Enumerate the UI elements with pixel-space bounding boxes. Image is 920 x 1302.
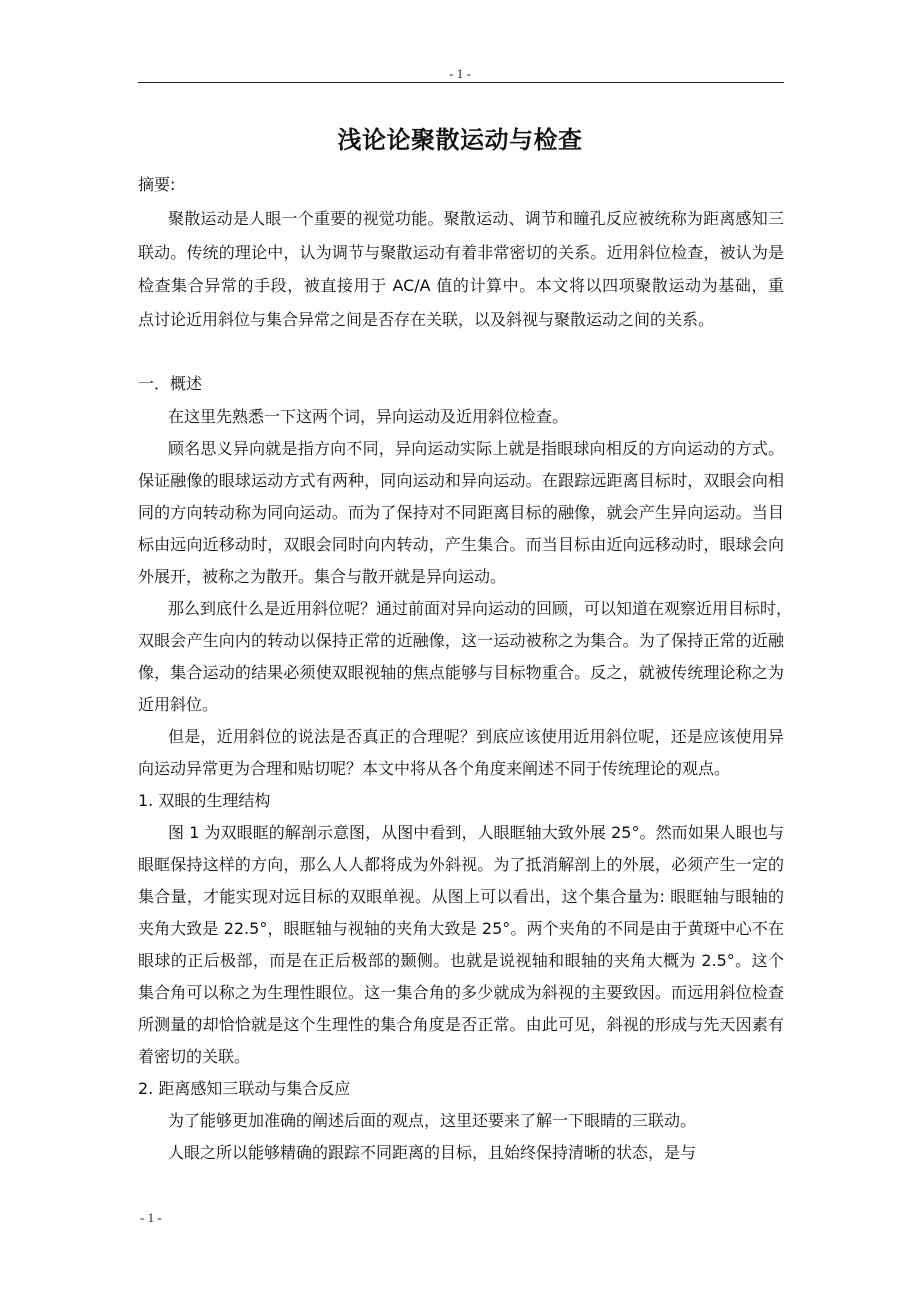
text-line: 保证融像的眼球运动方式有两种，同向运动和异向运动。在跟踪远距离目标时，双眼会向相 (138, 471, 784, 490)
text-line: 为了能够更加准确的阐述后面的观点，这里还要来了解一下眼睛的三联动。 (168, 1111, 697, 1130)
section-heading: 2. 距离感知三联动与集合反应 (138, 1079, 351, 1098)
text-line: 所测量的却恰恰就是这个生理性的集合角度是否正常。由此可见，斜视的形成与先天因素有 (138, 1015, 784, 1034)
text-line: 眼球的正后极部，而是在正后极部的颞侧。也就是说视轴和眼轴的夹角大概为 2.5°。这个 (138, 951, 784, 970)
text-line: 外展开，被称之为散开。集合与散开就是异向运动。 (138, 567, 507, 586)
text-line: 同的方向转动称为同向运动。而为了保持对不同距离目标的融像，就会产生异向运动。当目 (138, 503, 784, 522)
text-line: 夹角大致是 22.5°，眼眶轴与视轴的夹角大致是 25°。两个夹角的不同是由于黄斑中心不在 (138, 919, 784, 938)
text-line: 向运动异常更为合理和贴切呢？本文中将从各个角度来阐述不同于传统理论的观点。 (138, 759, 731, 778)
text-line: 那么到底什么是近用斜位呢？通过前面对异向运动的回顾，可以知道在观察近用目标时， (168, 599, 793, 618)
text-line: 着密切的关联。 (138, 1047, 251, 1066)
header-rule (138, 82, 784, 83)
text-line: 近用斜位。 (138, 695, 219, 714)
page-title: 浅论论聚散运动与检查 (337, 126, 583, 154)
text-line: 检查集合异常的手段，被直接用于 AC/A 值的计算中。本文将以四项聚散运动为基础，重 (138, 276, 784, 295)
text-line: 联动。传统的理论中，认为调节与聚散运动有着非常密切的关系。近用斜位检查，被认为是 (138, 243, 784, 262)
text-line: 图 1 为双眼眶的解剖示意图，从图中看到，人眼眶轴大致外展 25°。然而如果人眼也与 (168, 823, 784, 842)
text-line: 聚散运动是人眼一个重要的视觉功能。聚散运动、调节和瞳孔反应被统称为距离感知三 (168, 209, 784, 228)
section-heading: 一．概述 (138, 374, 203, 393)
section-heading: 1. 双眼的生理结构 (138, 791, 271, 810)
header-page-number: - 1 - (449, 66, 471, 81)
text-line: 集合角可以称之为生理性眼位。这一集合角的多少就成为斜视的主要致因。而远用斜位检查 (138, 983, 784, 1002)
text-line: 像，集合运动的结果必须使双眼视轴的焦点能够与目标物重合。反之，就被传统理论称之为 (138, 663, 784, 682)
footer-page-number: - 1 - (140, 1210, 162, 1225)
text-line: 眼眶保持这样的方向，那么人人都将成为外斜视。为了抵消解剖上的外展，必须产生一定的 (138, 855, 784, 874)
text-line: 点讨论近用斜位与集合异常之间是否存在关联，以及斜视与聚散运动之间的关系。 (138, 310, 715, 329)
text-line: 在这里先熟悉一下这两个词，异向运动及近用斜位检查。 (168, 407, 569, 426)
text-line: 人眼之所以能够精确的跟踪不同距离的目标，且始终保持清晰的状态，是与 (168, 1143, 697, 1162)
abstract-label: 摘要: (138, 175, 176, 194)
text-line: 集合量，才能实现对远目标的双眼单视。从图上可以看出，这个集合量为: 眼眶轴与眼轴的 (138, 887, 784, 906)
text-line: 但是，近用斜位的说法是否真正的合理呢？到底应该使用近用斜位呢，还是应该使用异 (168, 727, 784, 746)
text-line: 顾名思义异向就是指方向不同，异向运动实际上就是指眼球向相反的方向运动的方式。 (168, 439, 784, 458)
text-line: 标由远向近移动时，双眼会同时向内转动，产生集合。而当目标由近向远移动时，眼球会向 (138, 535, 784, 554)
text-line: 双眼会产生向内的转动以保持正常的近融像，这一运动被称之为集合。为了保持正常的近融 (138, 631, 784, 650)
